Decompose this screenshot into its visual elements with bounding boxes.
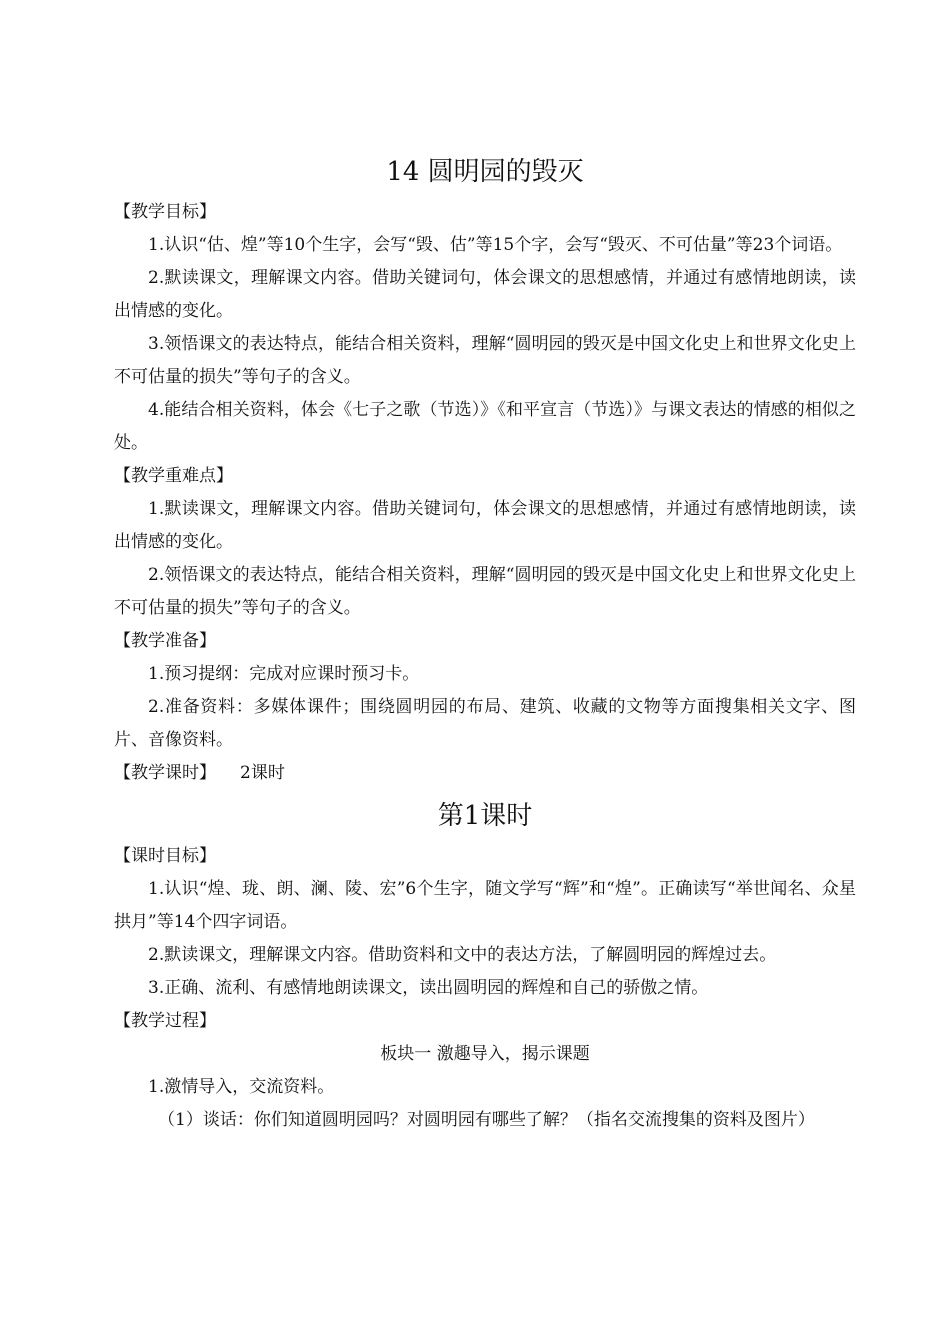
lesson-objective-item: 1.认识“煌、珑、朗、澜、陵、宏”6个生字，随文学写“辉”和“煌”。正确读写“举世闻名、众星拱月”等14个四字词语。 — [114, 879, 856, 932]
objective-item: 3.领悟课文的表达特点，能结合相关资料，理解“圆明园的毁灭是中国文化史上和世界文化史上不可估量的损失”等句子的含义。 — [114, 334, 856, 387]
lesson-title: 第1课时 — [437, 801, 533, 831]
key-point-item: 1.默读课文，理解课文内容。借助关键词句，体会课文的思想感情，并通过有感情地朗读，读出情感的变化。 — [114, 499, 856, 552]
lesson-objectives-heading: 【课时目标】 — [114, 846, 216, 866]
objective-item: 1.认识“估、煌”等10个生字，会写“毁、估”等15个字，会写“毁灭、不可估量”等23个词语。 — [148, 235, 843, 255]
preparation-item: 2.准备资料：多媒体课件；围绕圆明园的布局、建筑、收藏的文物等方面搜集相关文字、图片、音像资料。 — [114, 697, 856, 750]
process-item: 1.激情导入，交流资料。 — [148, 1077, 335, 1097]
preparation-heading: 【教学准备】 — [114, 631, 216, 651]
objective-item: 4.能结合相关资料，体会《七子之歌（节选）》《和平宣言（节选）》与课文表达的情感的相似之处。 — [114, 400, 856, 453]
process-item: （1）谈话：你们知道圆明园吗？对圆明园有哪些了解？（指名交流搜集的资料及图片） — [158, 1110, 815, 1130]
objectives-heading: 【教学目标】 — [114, 202, 216, 222]
lesson-objective-item: 3.正确、流利、有感情地朗读课文，读出圆明园的辉煌和自己的骄傲之情。 — [148, 978, 709, 998]
document-title: 14 圆明园的毁灭 — [386, 157, 584, 187]
key-points-heading: 【教学重难点】 — [114, 466, 233, 486]
preparation-item: 1.预习提纲：完成对应课时预习卡。 — [148, 664, 420, 684]
teaching-hours-heading: 【教学课时】 — [114, 763, 216, 783]
lesson-objective-item: 2.默读课文，理解课文内容。借助资料和文中的表达方法，了解圆明园的辉煌过去。 — [148, 945, 777, 965]
key-point-item: 2.领悟课文的表达特点，能结合相关资料，理解“圆明园的毁灭是中国文化史上和世界文化史上不可估量的损失”等句子的含义。 — [114, 565, 856, 618]
block-title: 板块一 激趣导入，揭示课题 — [380, 1044, 590, 1064]
teaching-hours-line — [114, 757, 856, 790]
teaching-hours-value: 2课时 — [240, 763, 285, 783]
objective-item: 2.默读课文，理解课文内容。借助关键词句，体会课文的思想感情，并通过有感情地朗读，读出情感的变化。 — [114, 268, 856, 321]
process-heading: 【教学过程】 — [114, 1011, 216, 1031]
document-page — [114, 150, 856, 1137]
